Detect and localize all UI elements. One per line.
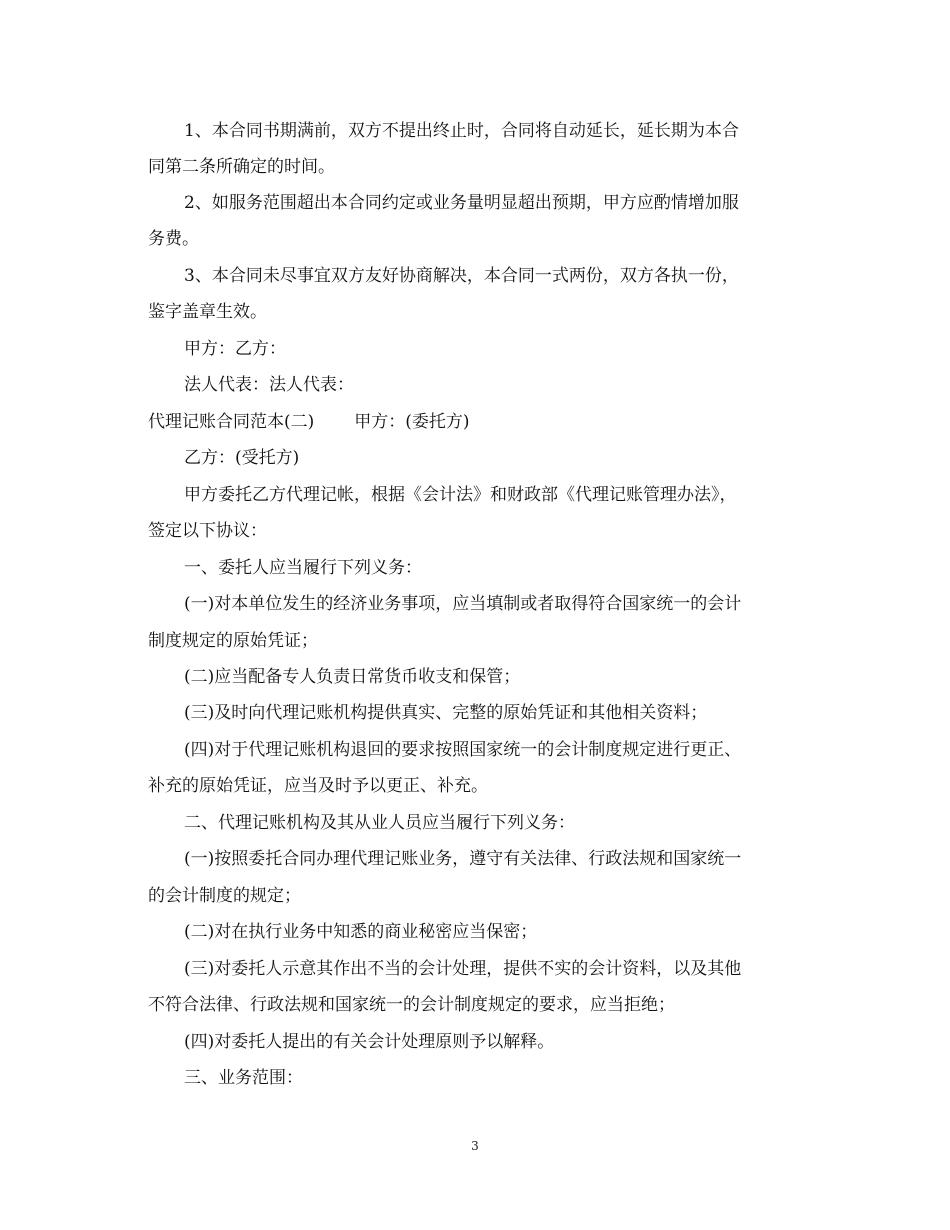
signature-line-party: 甲方：乙方： <box>184 339 286 359</box>
paragraph-line: 签定以下协议： <box>148 521 267 541</box>
section-heading: 三、业务范围： <box>184 1068 303 1088</box>
paragraph-line: (二)应当配备专人负责日常货币收支和保管； <box>184 667 521 687</box>
paragraph-line: (一)对本单位发生的经济业务事项，应当填制或者取得符合国家统一的会计 <box>184 594 742 614</box>
paragraph-line: 2、如服务范围超出本合同约定或业务量明显超出预期，甲方应酌情增加服 <box>184 193 739 213</box>
paragraph-line: 务费。 <box>148 229 199 249</box>
paragraph-line: (三)及时向代理记账机构提供真实、完整的原始凭证和其他相关资料； <box>184 703 708 723</box>
paragraph-line: (四)对于代理记账机构退回的要求按照国家统一的会计制度规定进行更正、 <box>184 740 742 760</box>
party-a-label: 甲方：(委托方) <box>354 412 470 432</box>
signature-line-representative: 法人代表：法人代表： <box>184 375 354 395</box>
paragraph-line: 制度规定的原始凭证； <box>148 631 318 651</box>
paragraph-line: (二)对在执行业务中知悉的商业秘密应当保密； <box>184 922 538 942</box>
paragraph-line: 鉴字盖章生效。 <box>148 302 267 322</box>
paragraph-line: 补充的原始凭证，应当及时予以更正、补充。 <box>148 776 488 796</box>
contract-title: 代理记账合同范本(二) <box>148 412 315 432</box>
paragraph-line: (四)对委托人提出的有关会计处理原则予以解释。 <box>184 1032 555 1052</box>
paragraph-line: 的会计制度的规定； <box>148 886 301 906</box>
paragraph-line: (一)按照委托合同办理代理记账业务，遵守有关法律、行政法规和国家统一 <box>184 849 742 869</box>
paragraph-line: 甲方委托乙方代理记帐，根据《会计法》和财政部《代理记账管理办法》， <box>184 485 737 505</box>
contract-title-line <box>148 411 470 433</box>
paragraph-line: 3、本合同未尽事宜双方友好协商解决，本合同一式两份，双方各执一份， <box>184 266 739 286</box>
paragraph-line: 同第二条所确定的时间。 <box>148 157 335 177</box>
paragraph-line: (三)对委托人示意其作出不当的会计处理，提供不实的会计资料，以及其他 <box>184 959 742 979</box>
paragraph-line: 不符合法律、行政法规和国家统一的会计制度规定的要求，应当拒绝； <box>148 995 675 1015</box>
section-heading: 二、代理记账机构及其从业人员应当履行下列义务： <box>184 813 575 833</box>
section-heading: 一、委托人应当履行下列义务： <box>184 558 422 578</box>
paragraph-line: 1、本合同书期满前，双方不提出终止时，合同将自动延长，延长期为本合 <box>184 121 739 141</box>
page-number: 3 <box>471 1139 479 1153</box>
party-b-label: 乙方：(受托方) <box>184 448 300 468</box>
